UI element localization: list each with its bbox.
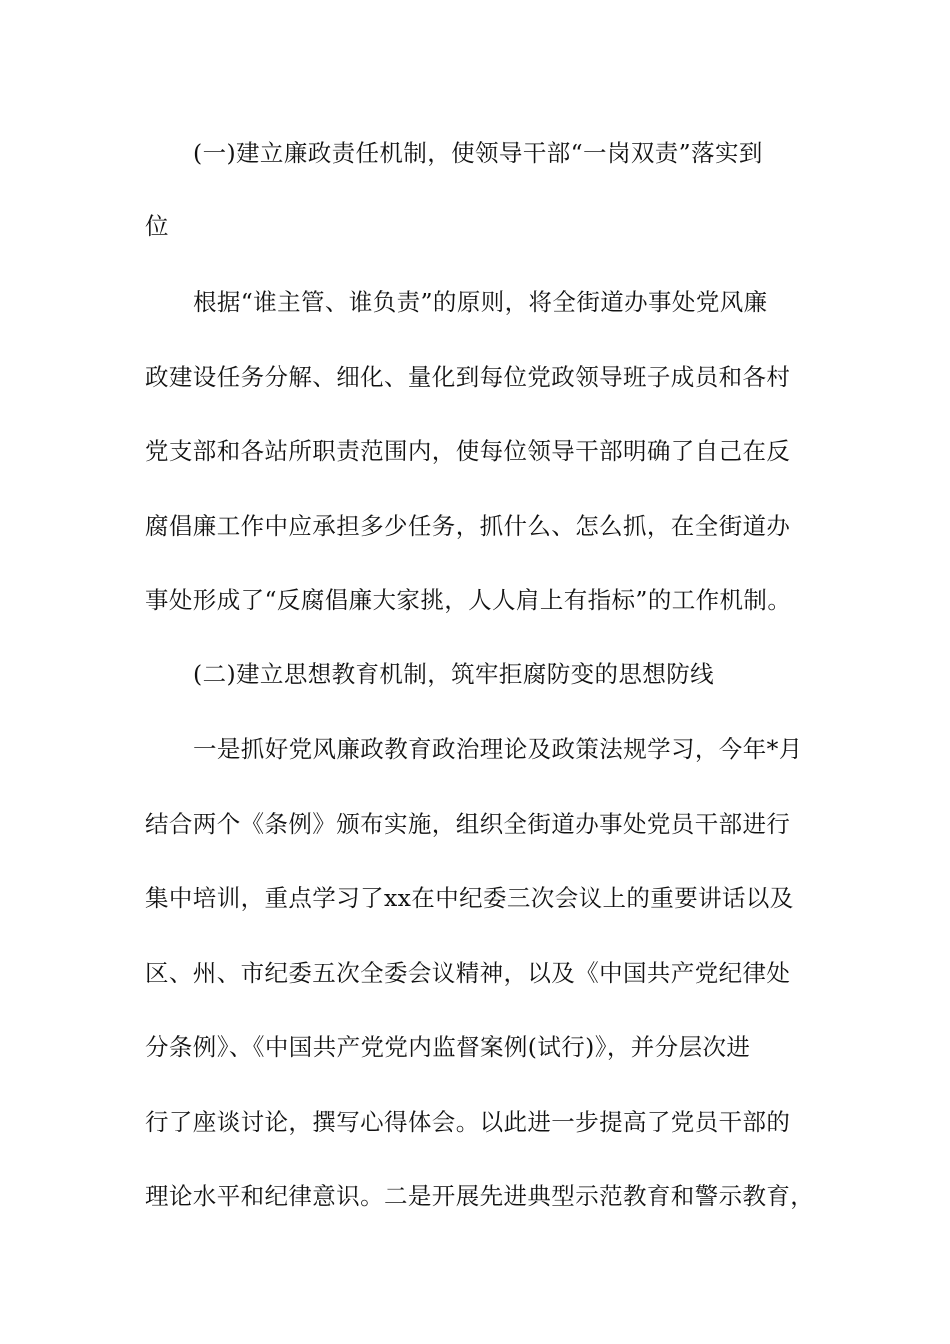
paragraph-line: 一是抓好党风廉政教育政治理论及政策法规学习，今年*月: [193, 735, 803, 763]
paragraph-line: 位: [145, 212, 169, 240]
section-heading-1: (一)建立廉政责任机制，使领导干部“一岗双责”落实到: [193, 139, 763, 167]
paragraph-line: 根据“谁主管、谁负责”的原则，将全街道办事处党风廉: [193, 288, 768, 316]
paragraph-line: 事处形成了“反腐倡廉大家挑，人人肩上有指标”的工作机制。: [145, 586, 792, 614]
paragraph-line: 结合两个《条例》颁布实施，组织全街道办事处党员干部进行: [145, 810, 791, 838]
paragraph-line: 区、州、市纪委五次全委会议精神，以及《中国共产党纪律处: [145, 959, 791, 987]
paragraph-line: 党支部和各站所职责范围内，使每位领导干部明确了自己在反: [145, 437, 791, 465]
paragraph-line: 腐倡廉工作中应承担多少任务，抓什么、怎么抓，在全街道办: [145, 512, 791, 540]
paragraph-line: 行了座谈讨论，撰写心得体会。以此进一步提高了党员干部的: [145, 1108, 791, 1136]
paragraph-line: 理论水平和纪律意识。二是开展先进典型示范教育和警示教育，: [145, 1182, 815, 1210]
paragraph-line: 政建设任务分解、细化、量化到每位党政领导班子成员和各村: [145, 363, 791, 391]
section-heading-2: (二)建立思想教育机制，筑牢拒腐防变的思想防线: [193, 660, 715, 688]
paragraph-line: 集中培训，重点学习了xx在中纪委三次会议上的重要讲话以及: [145, 884, 794, 912]
paragraph-line: 分条例》、《中国共产党党内监督案例(试行)》，并分层次进: [145, 1033, 751, 1061]
